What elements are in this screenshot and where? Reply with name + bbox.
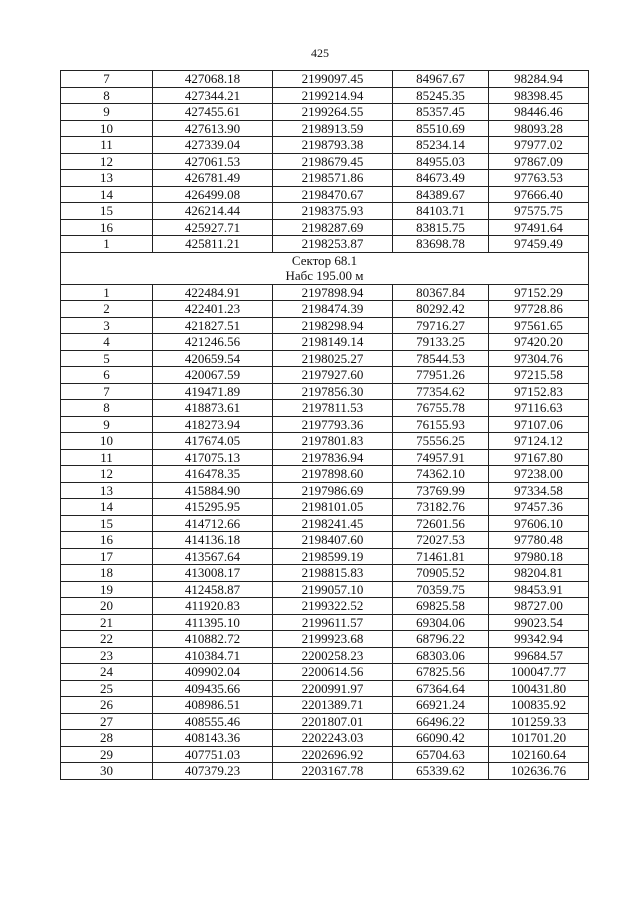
section-subtitle: Набс 195.00 м xyxy=(61,268,589,284)
x-coordinate-cell: 413567.64 xyxy=(153,548,273,565)
table-row xyxy=(61,482,589,499)
local-x-cell: 79716.27 xyxy=(393,317,489,334)
section-header-row xyxy=(61,252,589,268)
point-number-cell: 22 xyxy=(61,631,153,648)
local-y-cell: 100047.77 xyxy=(489,664,589,681)
table-row xyxy=(61,219,589,236)
table-row xyxy=(61,548,589,565)
x-coordinate-cell: 408986.51 xyxy=(153,697,273,714)
local-y-cell: 97728.86 xyxy=(489,301,589,318)
x-coordinate-cell: 410882.72 xyxy=(153,631,273,648)
table-row xyxy=(61,680,589,697)
point-number-cell: 6 xyxy=(61,367,153,384)
local-y-cell: 101259.33 xyxy=(489,713,589,730)
local-y-cell: 97124.12 xyxy=(489,433,589,450)
y-coordinate-cell: 2197927.60 xyxy=(273,367,393,384)
local-x-cell: 69825.58 xyxy=(393,598,489,615)
point-number-cell: 2 xyxy=(61,301,153,318)
local-y-cell: 102636.76 xyxy=(489,763,589,780)
local-y-cell: 97780.48 xyxy=(489,532,589,549)
table-row xyxy=(61,581,589,598)
local-y-cell: 100835.92 xyxy=(489,697,589,714)
point-number-cell: 17 xyxy=(61,548,153,565)
y-coordinate-cell: 2199264.55 xyxy=(273,104,393,121)
local-y-cell: 98284.94 xyxy=(489,71,589,88)
local-x-cell: 65704.63 xyxy=(393,746,489,763)
local-x-cell: 76755.78 xyxy=(393,400,489,417)
local-x-cell: 84389.67 xyxy=(393,186,489,203)
table-row xyxy=(61,515,589,532)
y-coordinate-cell: 2199322.52 xyxy=(273,598,393,615)
local-y-cell: 97215.58 xyxy=(489,367,589,384)
x-coordinate-cell: 421827.51 xyxy=(153,317,273,334)
local-y-cell: 97977.02 xyxy=(489,137,589,154)
table-row xyxy=(61,71,589,88)
point-number-cell: 15 xyxy=(61,515,153,532)
y-coordinate-cell: 2197836.94 xyxy=(273,449,393,466)
local-x-cell: 72027.53 xyxy=(393,532,489,549)
local-x-cell: 80292.42 xyxy=(393,301,489,318)
y-coordinate-cell: 2197856.30 xyxy=(273,383,393,400)
x-coordinate-cell: 415295.95 xyxy=(153,499,273,516)
x-coordinate-cell: 422401.23 xyxy=(153,301,273,318)
local-x-cell: 73182.76 xyxy=(393,499,489,516)
point-number-cell: 15 xyxy=(61,203,153,220)
local-y-cell: 97459.49 xyxy=(489,236,589,253)
table-row xyxy=(61,334,589,351)
table-row xyxy=(61,383,589,400)
y-coordinate-cell: 2198407.60 xyxy=(273,532,393,549)
local-x-cell: 78544.53 xyxy=(393,350,489,367)
local-y-cell: 97107.06 xyxy=(489,416,589,433)
coordinates-table xyxy=(60,70,589,780)
table-row xyxy=(61,647,589,664)
local-x-cell: 74362.10 xyxy=(393,466,489,483)
local-x-cell: 77354.62 xyxy=(393,383,489,400)
local-y-cell: 97116.63 xyxy=(489,400,589,417)
local-y-cell: 97238.00 xyxy=(489,466,589,483)
y-coordinate-cell: 2198298.94 xyxy=(273,317,393,334)
y-coordinate-cell: 2198241.45 xyxy=(273,515,393,532)
y-coordinate-cell: 2201807.01 xyxy=(273,713,393,730)
point-number-cell: 7 xyxy=(61,383,153,400)
y-coordinate-cell: 2197793.36 xyxy=(273,416,393,433)
local-y-cell: 97420.20 xyxy=(489,334,589,351)
local-y-cell: 99684.57 xyxy=(489,647,589,664)
local-y-cell: 99023.54 xyxy=(489,614,589,631)
point-number-cell: 9 xyxy=(61,416,153,433)
y-coordinate-cell: 2198287.69 xyxy=(273,219,393,236)
point-number-cell: 14 xyxy=(61,186,153,203)
table-row xyxy=(61,746,589,763)
local-y-cell: 100431.80 xyxy=(489,680,589,697)
table-row xyxy=(61,565,589,582)
y-coordinate-cell: 2198149.14 xyxy=(273,334,393,351)
y-coordinate-cell: 2202243.03 xyxy=(273,730,393,747)
x-coordinate-cell: 418273.94 xyxy=(153,416,273,433)
x-coordinate-cell: 426781.49 xyxy=(153,170,273,187)
local-x-cell: 72601.56 xyxy=(393,515,489,532)
local-x-cell: 67825.56 xyxy=(393,664,489,681)
table-row xyxy=(61,598,589,615)
local-y-cell: 98727.00 xyxy=(489,598,589,615)
table-row xyxy=(61,87,589,104)
local-x-cell: 65339.62 xyxy=(393,763,489,780)
y-coordinate-cell: 2198913.59 xyxy=(273,120,393,137)
x-coordinate-cell: 410384.71 xyxy=(153,647,273,664)
point-number-cell: 24 xyxy=(61,664,153,681)
local-x-cell: 84967.67 xyxy=(393,71,489,88)
point-number-cell: 3 xyxy=(61,317,153,334)
point-number-cell: 29 xyxy=(61,746,153,763)
local-x-cell: 84103.71 xyxy=(393,203,489,220)
point-number-cell: 4 xyxy=(61,334,153,351)
x-coordinate-cell: 408143.36 xyxy=(153,730,273,747)
x-coordinate-cell: 409902.04 xyxy=(153,664,273,681)
local-y-cell: 98398.45 xyxy=(489,87,589,104)
x-coordinate-cell: 425927.71 xyxy=(153,219,273,236)
local-y-cell: 97606.10 xyxy=(489,515,589,532)
local-y-cell: 97666.40 xyxy=(489,186,589,203)
table-row xyxy=(61,730,589,747)
point-number-cell: 25 xyxy=(61,680,153,697)
table-row xyxy=(61,449,589,466)
x-coordinate-cell: 422484.91 xyxy=(153,284,273,301)
y-coordinate-cell: 2198253.87 xyxy=(273,236,393,253)
table-row xyxy=(61,697,589,714)
point-number-cell: 13 xyxy=(61,482,153,499)
table-row xyxy=(61,466,589,483)
point-number-cell: 10 xyxy=(61,433,153,450)
x-coordinate-cell: 408555.46 xyxy=(153,713,273,730)
section-header-row xyxy=(61,268,589,284)
local-x-cell: 79133.25 xyxy=(393,334,489,351)
y-coordinate-cell: 2198571.86 xyxy=(273,170,393,187)
x-coordinate-cell: 427344.21 xyxy=(153,87,273,104)
table-row xyxy=(61,367,589,384)
y-coordinate-cell: 2201389.71 xyxy=(273,697,393,714)
point-number-cell: 27 xyxy=(61,713,153,730)
local-x-cell: 66496.22 xyxy=(393,713,489,730)
y-coordinate-cell: 2198470.67 xyxy=(273,186,393,203)
table-row xyxy=(61,433,589,450)
local-y-cell: 99342.94 xyxy=(489,631,589,648)
local-x-cell: 85234.14 xyxy=(393,137,489,154)
y-coordinate-cell: 2199097.45 xyxy=(273,71,393,88)
point-number-cell: 13 xyxy=(61,170,153,187)
y-coordinate-cell: 2197986.69 xyxy=(273,482,393,499)
y-coordinate-cell: 2198815.83 xyxy=(273,565,393,582)
y-coordinate-cell: 2200991.97 xyxy=(273,680,393,697)
local-y-cell: 97167.80 xyxy=(489,449,589,466)
table-row xyxy=(61,153,589,170)
local-y-cell: 97304.76 xyxy=(489,350,589,367)
point-number-cell: 20 xyxy=(61,598,153,615)
local-x-cell: 85510.69 xyxy=(393,120,489,137)
local-x-cell: 67364.64 xyxy=(393,680,489,697)
local-x-cell: 85245.35 xyxy=(393,87,489,104)
local-x-cell: 84673.49 xyxy=(393,170,489,187)
x-coordinate-cell: 421246.56 xyxy=(153,334,273,351)
table-row xyxy=(61,137,589,154)
point-number-cell: 28 xyxy=(61,730,153,747)
local-y-cell: 98204.81 xyxy=(489,565,589,582)
x-coordinate-cell: 414136.18 xyxy=(153,532,273,549)
x-coordinate-cell: 407379.23 xyxy=(153,763,273,780)
y-coordinate-cell: 2198474.39 xyxy=(273,301,393,318)
local-y-cell: 101701.20 xyxy=(489,730,589,747)
local-y-cell: 97575.75 xyxy=(489,203,589,220)
local-y-cell: 98446.46 xyxy=(489,104,589,121)
local-x-cell: 80367.84 xyxy=(393,284,489,301)
local-x-cell: 68303.06 xyxy=(393,647,489,664)
x-coordinate-cell: 416478.35 xyxy=(153,466,273,483)
point-number-cell: 23 xyxy=(61,647,153,664)
point-number-cell: 8 xyxy=(61,87,153,104)
local-x-cell: 71461.81 xyxy=(393,548,489,565)
local-x-cell: 69304.06 xyxy=(393,614,489,631)
y-coordinate-cell: 2197801.83 xyxy=(273,433,393,450)
table-row xyxy=(61,350,589,367)
local-x-cell: 77951.26 xyxy=(393,367,489,384)
y-coordinate-cell: 2197811.53 xyxy=(273,400,393,417)
local-y-cell: 97561.65 xyxy=(489,317,589,334)
table-row xyxy=(61,763,589,780)
local-y-cell: 97457.36 xyxy=(489,499,589,516)
local-x-cell: 85357.45 xyxy=(393,104,489,121)
x-coordinate-cell: 427613.90 xyxy=(153,120,273,137)
x-coordinate-cell: 427339.04 xyxy=(153,137,273,154)
point-number-cell: 19 xyxy=(61,581,153,598)
point-number-cell: 11 xyxy=(61,137,153,154)
local-x-cell: 68796.22 xyxy=(393,631,489,648)
y-coordinate-cell: 2200258.23 xyxy=(273,647,393,664)
point-number-cell: 16 xyxy=(61,532,153,549)
y-coordinate-cell: 2198101.05 xyxy=(273,499,393,516)
local-x-cell: 73769.99 xyxy=(393,482,489,499)
local-x-cell: 70905.52 xyxy=(393,565,489,582)
x-coordinate-cell: 412458.87 xyxy=(153,581,273,598)
local-x-cell: 75556.25 xyxy=(393,433,489,450)
point-number-cell: 5 xyxy=(61,350,153,367)
y-coordinate-cell: 2197898.60 xyxy=(273,466,393,483)
local-x-cell: 66090.42 xyxy=(393,730,489,747)
local-x-cell: 74957.91 xyxy=(393,449,489,466)
table-row xyxy=(61,301,589,318)
x-coordinate-cell: 420659.54 xyxy=(153,350,273,367)
table-row xyxy=(61,631,589,648)
local-y-cell: 98453.91 xyxy=(489,581,589,598)
local-y-cell: 97334.58 xyxy=(489,482,589,499)
local-y-cell: 97980.18 xyxy=(489,548,589,565)
point-number-cell: 10 xyxy=(61,120,153,137)
local-x-cell: 70359.75 xyxy=(393,581,489,598)
local-y-cell: 97152.29 xyxy=(489,284,589,301)
table-row xyxy=(61,317,589,334)
table-row xyxy=(61,416,589,433)
x-coordinate-cell: 426499.08 xyxy=(153,186,273,203)
local-x-cell: 76155.93 xyxy=(393,416,489,433)
table-row xyxy=(61,104,589,121)
y-coordinate-cell: 2198679.45 xyxy=(273,153,393,170)
y-coordinate-cell: 2199923.68 xyxy=(273,631,393,648)
table-row xyxy=(61,170,589,187)
x-coordinate-cell: 407751.03 xyxy=(153,746,273,763)
table-row xyxy=(61,400,589,417)
local-y-cell: 98093.28 xyxy=(489,120,589,137)
point-number-cell: 8 xyxy=(61,400,153,417)
point-number-cell: 1 xyxy=(61,284,153,301)
y-coordinate-cell: 2198375.93 xyxy=(273,203,393,220)
x-coordinate-cell: 417075.13 xyxy=(153,449,273,466)
y-coordinate-cell: 2197898.94 xyxy=(273,284,393,301)
x-coordinate-cell: 426214.44 xyxy=(153,203,273,220)
x-coordinate-cell: 409435.66 xyxy=(153,680,273,697)
x-coordinate-cell: 411920.83 xyxy=(153,598,273,615)
local-x-cell: 66921.24 xyxy=(393,697,489,714)
y-coordinate-cell: 2199214.94 xyxy=(273,87,393,104)
section-title: Сектор 68.1 xyxy=(61,252,589,268)
point-number-cell: 9 xyxy=(61,104,153,121)
local-x-cell: 84955.03 xyxy=(393,153,489,170)
point-number-cell: 30 xyxy=(61,763,153,780)
x-coordinate-cell: 413008.17 xyxy=(153,565,273,582)
y-coordinate-cell: 2199611.57 xyxy=(273,614,393,631)
x-coordinate-cell: 411395.10 xyxy=(153,614,273,631)
page-number: 425 xyxy=(311,46,329,60)
point-number-cell: 21 xyxy=(61,614,153,631)
local-y-cell: 97763.53 xyxy=(489,170,589,187)
x-coordinate-cell: 414712.66 xyxy=(153,515,273,532)
table-row xyxy=(61,236,589,253)
y-coordinate-cell: 2199057.10 xyxy=(273,581,393,598)
point-number-cell: 26 xyxy=(61,697,153,714)
x-coordinate-cell: 427455.61 xyxy=(153,104,273,121)
local-y-cell: 97152.83 xyxy=(489,383,589,400)
y-coordinate-cell: 2203167.78 xyxy=(273,763,393,780)
x-coordinate-cell: 427068.18 xyxy=(153,71,273,88)
x-coordinate-cell: 427061.53 xyxy=(153,153,273,170)
table-row xyxy=(61,203,589,220)
table-row xyxy=(61,284,589,301)
x-coordinate-cell: 418873.61 xyxy=(153,400,273,417)
table-row xyxy=(61,186,589,203)
point-number-cell: 7 xyxy=(61,71,153,88)
point-number-cell: 1 xyxy=(61,236,153,253)
y-coordinate-cell: 2198025.27 xyxy=(273,350,393,367)
table-row xyxy=(61,120,589,137)
local-y-cell: 102160.64 xyxy=(489,746,589,763)
x-coordinate-cell: 417674.05 xyxy=(153,433,273,450)
table-row xyxy=(61,532,589,549)
y-coordinate-cell: 2202696.92 xyxy=(273,746,393,763)
y-coordinate-cell: 2198793.38 xyxy=(273,137,393,154)
y-coordinate-cell: 2198599.19 xyxy=(273,548,393,565)
y-coordinate-cell: 2200614.56 xyxy=(273,664,393,681)
table-row xyxy=(61,713,589,730)
table-row xyxy=(61,664,589,681)
point-number-cell: 18 xyxy=(61,565,153,582)
x-coordinate-cell: 425811.21 xyxy=(153,236,273,253)
local-x-cell: 83698.78 xyxy=(393,236,489,253)
x-coordinate-cell: 419471.89 xyxy=(153,383,273,400)
point-number-cell: 11 xyxy=(61,449,153,466)
x-coordinate-cell: 415884.90 xyxy=(153,482,273,499)
point-number-cell: 12 xyxy=(61,153,153,170)
table-row xyxy=(61,614,589,631)
point-number-cell: 16 xyxy=(61,219,153,236)
local-x-cell: 83815.75 xyxy=(393,219,489,236)
local-y-cell: 97491.64 xyxy=(489,219,589,236)
point-number-cell: 12 xyxy=(61,466,153,483)
point-number-cell: 14 xyxy=(61,499,153,516)
table-row xyxy=(61,499,589,516)
local-y-cell: 97867.09 xyxy=(489,153,589,170)
x-coordinate-cell: 420067.59 xyxy=(153,367,273,384)
